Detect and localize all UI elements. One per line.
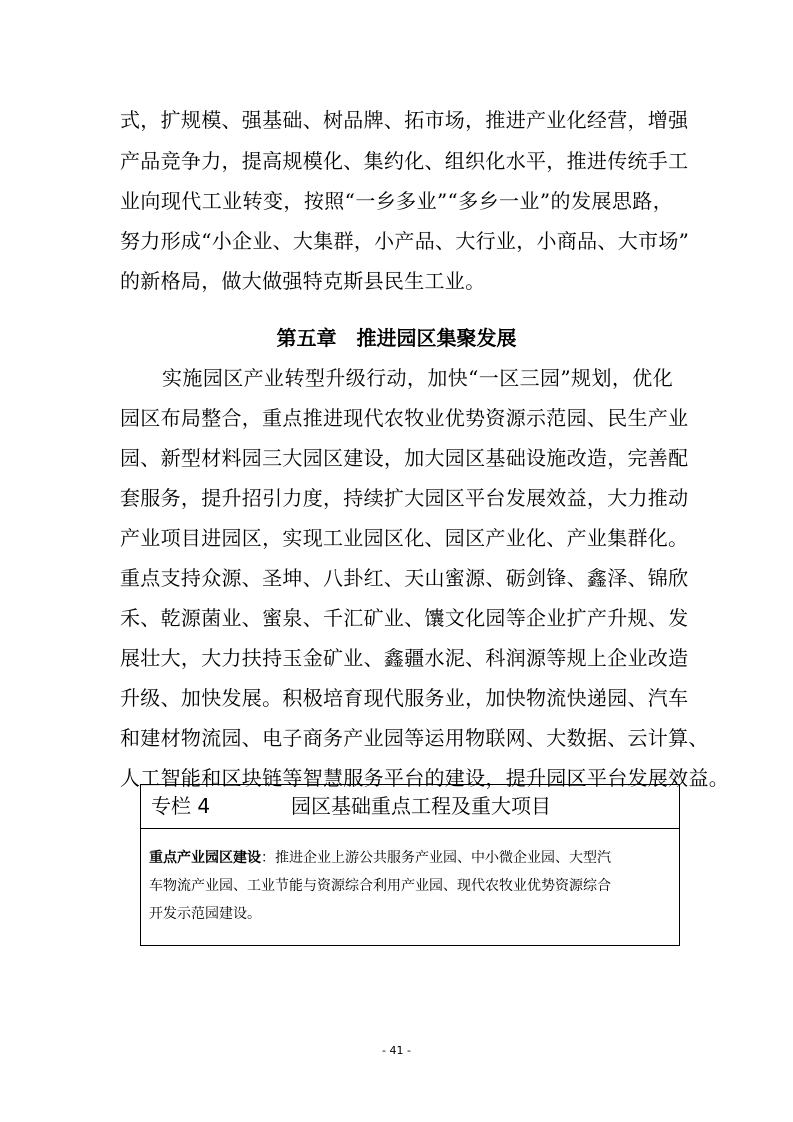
body-line: 实施园区产业转型升级行动，加快“一区三园”规划，优化 — [162, 366, 673, 390]
body-line: 禾、乾源菌业、蜜泉、千汇矿业、馕文化园等企业扩产升规、发 — [120, 606, 689, 630]
body-line: 套服务，提升招引力度，持续扩大园区平台发展效益，大力推动 — [120, 486, 689, 510]
chapter-title: 第五章 推进园区集聚发展 — [276, 326, 517, 350]
box-title: 园区基础重点工程及重大项目 — [291, 794, 551, 818]
box-number: 专栏 4 — [151, 794, 211, 818]
intro-line: 努力形成“小企业、大集群，小产品、大行业，小商品、大市场” — [120, 229, 690, 253]
box-text: ：推进企业上游公共服务产业园、中小微企业园、大型汽 — [261, 850, 611, 866]
intro-line: 式，扩规模、强基础、树品牌、拓市场，推进产业化经营，增强 — [120, 108, 689, 132]
box-text-line: 车物流产业园、工业节能与资源综合利用产业园、现代农牧业优势资源综合 — [149, 878, 611, 894]
intro-line: 产品竞争力，提高规模化、集约化、组织化水平，推进传统手工 — [120, 149, 689, 173]
body-line: 园区布局整合，重点推进现代农牧业优势资源示范园、民生产业 — [120, 406, 689, 430]
body-line: 产业项目进园区，实现工业园区化、园区产业化、产业集群化。 — [120, 526, 689, 550]
page-number: - 41 - — [382, 1044, 411, 1057]
body-line: 升级、加快发展。积极培育现代服务业，加快物流快递园、汽车 — [120, 686, 689, 710]
intro-line: 的新格局，做大做强特克斯县民生工业。 — [120, 269, 486, 293]
body-line: 和建材物流园、电子商务产业园等运用物联网、大数据、云计算、 — [120, 726, 709, 750]
box-text-line: 开发示范园建设。 — [149, 906, 261, 922]
special-column-box — [140, 784, 680, 946]
body-line: 园、新型材料园三大园区建设，加大园区基础设施改造，完善配 — [120, 446, 689, 470]
body-line: 展壮大，大力扶持玉金矿业、鑫疆水泥、科润源等规上企业改造 — [120, 646, 689, 670]
box-label: 重点产业园区建设 — [149, 850, 261, 866]
body-line: 重点支持众源、圣坤、八卦红、天山蜜源、砺剑锋、鑫泽、锦欣 — [120, 566, 689, 590]
box-header — [141, 785, 679, 829]
body-line: 人工智能和区块链等智慧服务平台的建设，提升园区平台发展效益。 — [120, 766, 729, 790]
intro-line: 业向现代工业转变，按照“一乡多业”“多乡一业”的发展思路， — [120, 189, 673, 213]
box-text-line — [149, 845, 671, 871]
